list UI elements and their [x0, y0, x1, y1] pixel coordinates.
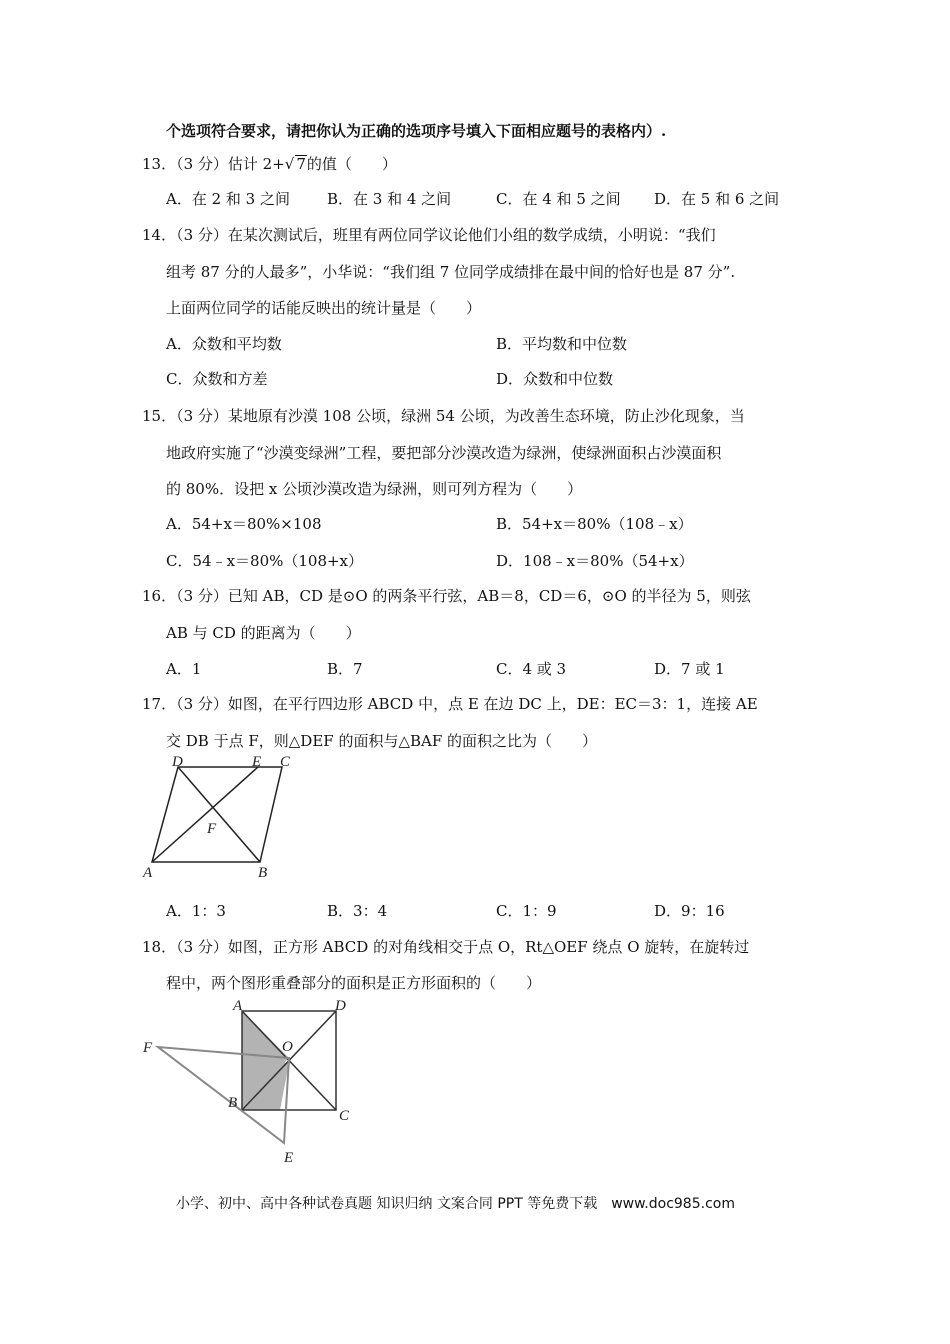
header-instruction: 个选项符合要求，请把你认为正确的选项序号填入下面相应题号的表格内）. — [166, 122, 667, 140]
figure-17-label-a: A — [143, 865, 153, 881]
question-14-option-d: D．众数和中位数 — [496, 370, 614, 388]
question-13-radicand: 7 — [296, 155, 306, 173]
question-16-option-c: C．4 或 3 — [496, 660, 567, 678]
figure-17-label-d: D — [172, 755, 183, 770]
question-13-stem — [142, 153, 397, 174]
question-18-line-2: 程中，两个图形重叠部分的面积是正方形面积的（ ） — [166, 974, 542, 992]
question-17-line-2: 交 DB 于点 F，则△DEF 的面积与△BAF 的面积之比为（ ） — [166, 732, 598, 750]
question-16-option-a: A．1 — [166, 660, 202, 678]
figure-18-label-o: O — [282, 1039, 293, 1055]
question-16-option-b: B．7 — [327, 660, 363, 678]
question-15-line-1: 15．（3 分）某地原有沙漠 108 公顷，绿洲 54 公顷，为改善生态环境，防止沙化现象，当 — [142, 407, 745, 425]
question-13-option-b: B．在 3 和 4 之间 — [327, 190, 452, 208]
figure-18-label-c: C — [339, 1108, 350, 1124]
question-14-option-b: B．平均数和中位数 — [496, 335, 628, 353]
question-13-option-c: C．在 4 和 5 之间 — [496, 190, 621, 208]
question-13-option-d: D．在 5 和 6 之间 — [654, 190, 780, 208]
question-14-line-3: 上面两位同学的话能反映出的统计量是（ ） — [166, 299, 482, 317]
question-17-option-a: A．1：3 — [166, 902, 226, 920]
question-17-option-d: D．9：16 — [654, 902, 725, 920]
figure-18-label-e: E — [284, 1150, 294, 1166]
question-14-line-1: 14．（3 分）在某次测试后，班里有两位同学议论他们小组的数学成绩，小明说：“我们 — [142, 226, 716, 244]
question-15-line-3: 的 80%．设把 x 公顷沙漠改造为绿洲，则可列方程为（ ） — [166, 480, 583, 498]
figure-18-square-triangle — [138, 995, 363, 1170]
figure-17-label-b: B — [258, 865, 268, 881]
question-15-option-b: B．54+x＝80%（108﹣x） — [496, 515, 693, 533]
figure-17-label-c: C — [280, 755, 291, 770]
question-16-option-d: D．7 或 1 — [654, 660, 725, 678]
figure-18-label-d: D — [335, 998, 346, 1014]
figure-17-label-e: E — [252, 755, 262, 770]
question-17-option-c: C．1：9 — [496, 902, 557, 920]
figure-17-parallelogram — [138, 755, 308, 885]
question-15-option-a: A．54+x＝80%×108 — [166, 515, 322, 533]
question-17-option-b: B．3：4 — [327, 902, 388, 920]
page-footer: 小学、初中、高中各种试卷真题 知识归纳 文案合同 PPT 等免费下载 www.doc985.com — [176, 1196, 735, 1212]
question-16-line-2: AB 与 CD 的距离为（ ） — [166, 624, 361, 642]
question-18-line-1: 18．（3 分）如图，正方形 ABCD 的对角线相交于点 O，Rt△OEF 绕点 O 旋转，在旋转过 — [142, 938, 750, 956]
figure-18-label-a: A — [233, 998, 243, 1014]
question-13-option-a: A．在 2 和 3 之间 — [166, 190, 290, 208]
question-13-stem-part2: 的值（ ） — [306, 155, 397, 173]
question-14-option-a: A．众数和平均数 — [166, 335, 282, 353]
figure-18-label-f: F — [143, 1040, 153, 1056]
question-15-option-c: C．54﹣x＝80%（108+x） — [166, 552, 364, 570]
question-15-option-d: D．108﹣x＝80%（54+x） — [496, 552, 694, 570]
sqrt-icon: √ — [284, 155, 295, 173]
question-16-line-1: 16．（3 分）已知 AB，CD 是⊙O 的两条平行弦，AB＝8，CD＝6，⊙O 的半径为 5，则弦 — [142, 587, 751, 605]
question-15-line-2: 地政府实施了“沙漠变绿洲”工程，要把部分沙漠改造为绿洲，使绿洲面积占沙漠面积 — [166, 444, 722, 462]
figure-18-label-b: B — [228, 1095, 238, 1111]
question-13-stem-part1: 13．（3 分）估计 2+ — [142, 155, 285, 173]
figure-17-label-f: F — [207, 821, 217, 837]
question-17-line-1: 17．（3 分）如图，在平行四边形 ABCD 中，点 E 在边 DC 上，DE：EC＝3：1，连接 AE — [142, 695, 758, 713]
question-14-line-2: 组考 87 分的人最多”，小华说：“我们组 7 位同学成绩排在最中间的恰好也是 87 分”. — [166, 263, 736, 281]
question-14-option-c: C．众数和方差 — [166, 370, 268, 388]
